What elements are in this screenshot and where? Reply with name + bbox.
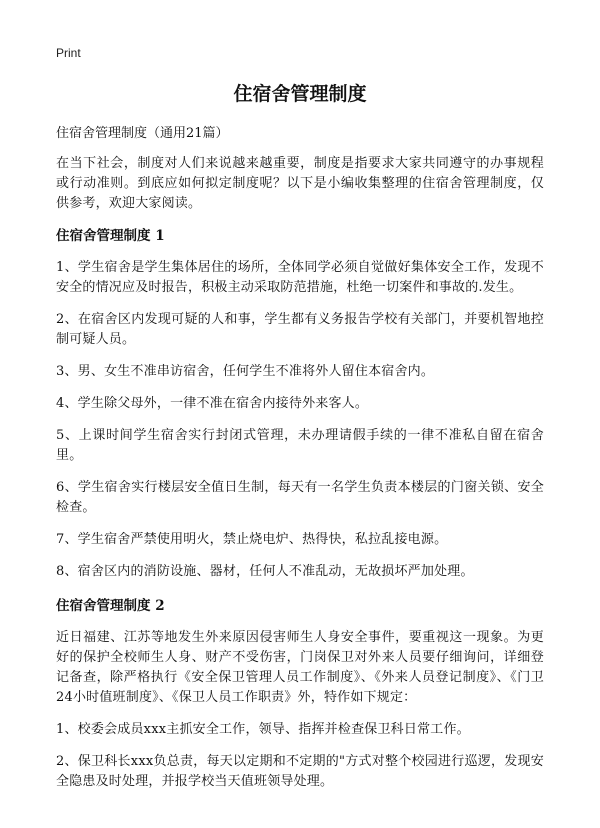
section-paragraph: 2、在宿舍区内发现可疑的人和事，学生都有义务报告学校有关部门，并要机智地控制可疑人员。 — [56, 312, 544, 347]
section-paragraph: 1、校委会成员xxx主抓安全工作，领导、指挥并检查保卫科日常工作。 — [56, 722, 470, 737]
section-1 — [56, 226, 544, 582]
section-paragraph: 2、保卫科长xxx负总责，每天以定期和不定期的"方式对整个校园进行巡逻，发现安全隐患及时处理，并报学校当天值班领导处理。 — [56, 754, 544, 789]
section-paragraph: 5、上课时间学生宿舍实行封闭式管理，未办理请假手续的一律不准私自留在宿舍里。 — [56, 428, 544, 463]
section-heading: 住宿舍管理制度 1 — [56, 228, 165, 244]
section-heading: 住宿舍管理制度 2 — [56, 598, 165, 614]
section-paragraph: 7、学生宿舍严禁使用明火，禁止烧电炉、热得快，私拉乱接电源。 — [56, 532, 448, 547]
section-paragraph: 3、男、女生不准串访宿舍，任何学生不准将外人留住本宿舍内。 — [56, 364, 435, 379]
intro-paragraph: 在当下社会，制度对人们来说越来越重要，制度是指要求大家共同遵守的办事规程或行动准则。到底应如何拟定制度呢？以下是小编收集整理的住宿舍管理制度，仅供参考，欢迎大家阅读。 — [56, 156, 544, 211]
section-paragraph: 4、学生除父母外，一律不准在宿舍内接待外来客人。 — [56, 396, 369, 411]
section-paragraph: 8、宿舍区内的消防设施、器材，任何人不准乱动，无故损坏严加处理。 — [56, 564, 474, 579]
document-title: 住宿舍管理制度 — [233, 83, 367, 105]
section-paragraph: 近日福建、江苏等地发生外来原因侵害师生人身安全事件，要重视这一现象。为更好的保护全校师生人身、财产不受伤害，门岗保卫对外来人员要仔细询问，详细登记备查，除严格执行《安全保卫管理人员工作制度》、《外来人员登记制度》、《门卫24小时值班制度》、《保卫人员工作职责》外，特作如下规定： — [56, 630, 544, 705]
section-paragraph: 1、学生宿舍是学生集体居住的场所，全体同学必须自觉做好集体安全工作，发现不安全的情况应及时报告，积极主动采取防范措施，杜绝一切案件和事故的.发生。 — [56, 260, 544, 295]
section-2 — [56, 596, 544, 792]
section-paragraph: 6、学生宿舍实行楼层安全值日生制，每天有一名学生负责本楼层的门窗关锁、安全检查。 — [56, 480, 544, 515]
document-subtitle: 住宿舍管理制度（通用21篇） — [56, 126, 229, 141]
print-label[interactable]: Print — [56, 46, 81, 60]
